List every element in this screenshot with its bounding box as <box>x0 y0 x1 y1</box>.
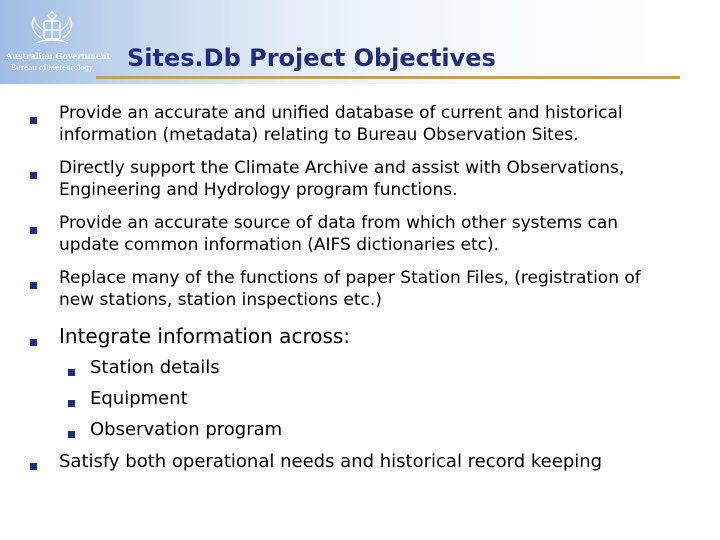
square-bullet-icon <box>30 463 37 470</box>
square-bullet-icon <box>30 227 37 234</box>
integrate-item <box>30 324 350 348</box>
square-bullet-icon <box>30 117 37 124</box>
square-bullet-icon <box>68 369 75 376</box>
objective-line-1: Provide an accurate source of data from which other systems can <box>59 213 619 233</box>
sub-item-text: Station details <box>90 357 220 378</box>
objective-line-2: update common information (AIFS dictionaries etc). <box>59 235 499 255</box>
final-objective-item <box>30 451 602 473</box>
government-logo <box>6 8 111 76</box>
objective-line-2: Engineering and Hydrology program functions. <box>59 180 458 200</box>
objective-line-1: Directly support the Climate Archive and assist with Observations, <box>59 158 625 178</box>
objective-item <box>30 212 618 256</box>
coat-of-arms-icon <box>22 8 82 48</box>
sub-item-text: Observation program <box>90 419 283 440</box>
objective-line-1: Provide an accurate and unified database of current and historical <box>59 103 623 123</box>
square-bullet-icon <box>30 339 37 346</box>
square-bullet-icon <box>30 282 37 289</box>
sub-item <box>68 357 220 379</box>
logo-bureau-text: Bureau of Meteorology <box>10 64 93 72</box>
slide-title: Sites.Db Project Objectives <box>127 44 496 72</box>
objective-item <box>30 267 641 311</box>
logo-government-text: Australian Government <box>6 51 111 61</box>
integrate-label: Integrate information across: <box>59 324 351 348</box>
square-bullet-icon <box>68 400 75 407</box>
sub-item <box>68 388 188 410</box>
objective-item <box>30 157 624 201</box>
sub-item-text: Equipment <box>90 388 188 409</box>
square-bullet-icon <box>68 431 75 438</box>
sub-item <box>68 419 282 441</box>
square-bullet-icon <box>30 172 37 179</box>
objective-line-1: Replace many of the functions of paper Station Files, (registration of <box>59 268 641 288</box>
objective-line-2: information (metadata) relating to Bureau Observation Sites. <box>59 125 579 145</box>
final-objective-text: Satisfy both operational needs and historical record keeping <box>59 451 603 472</box>
objective-line-2: new stations, station inspections etc.) <box>59 290 382 310</box>
title-underline <box>96 76 680 79</box>
objective-item <box>30 102 623 146</box>
